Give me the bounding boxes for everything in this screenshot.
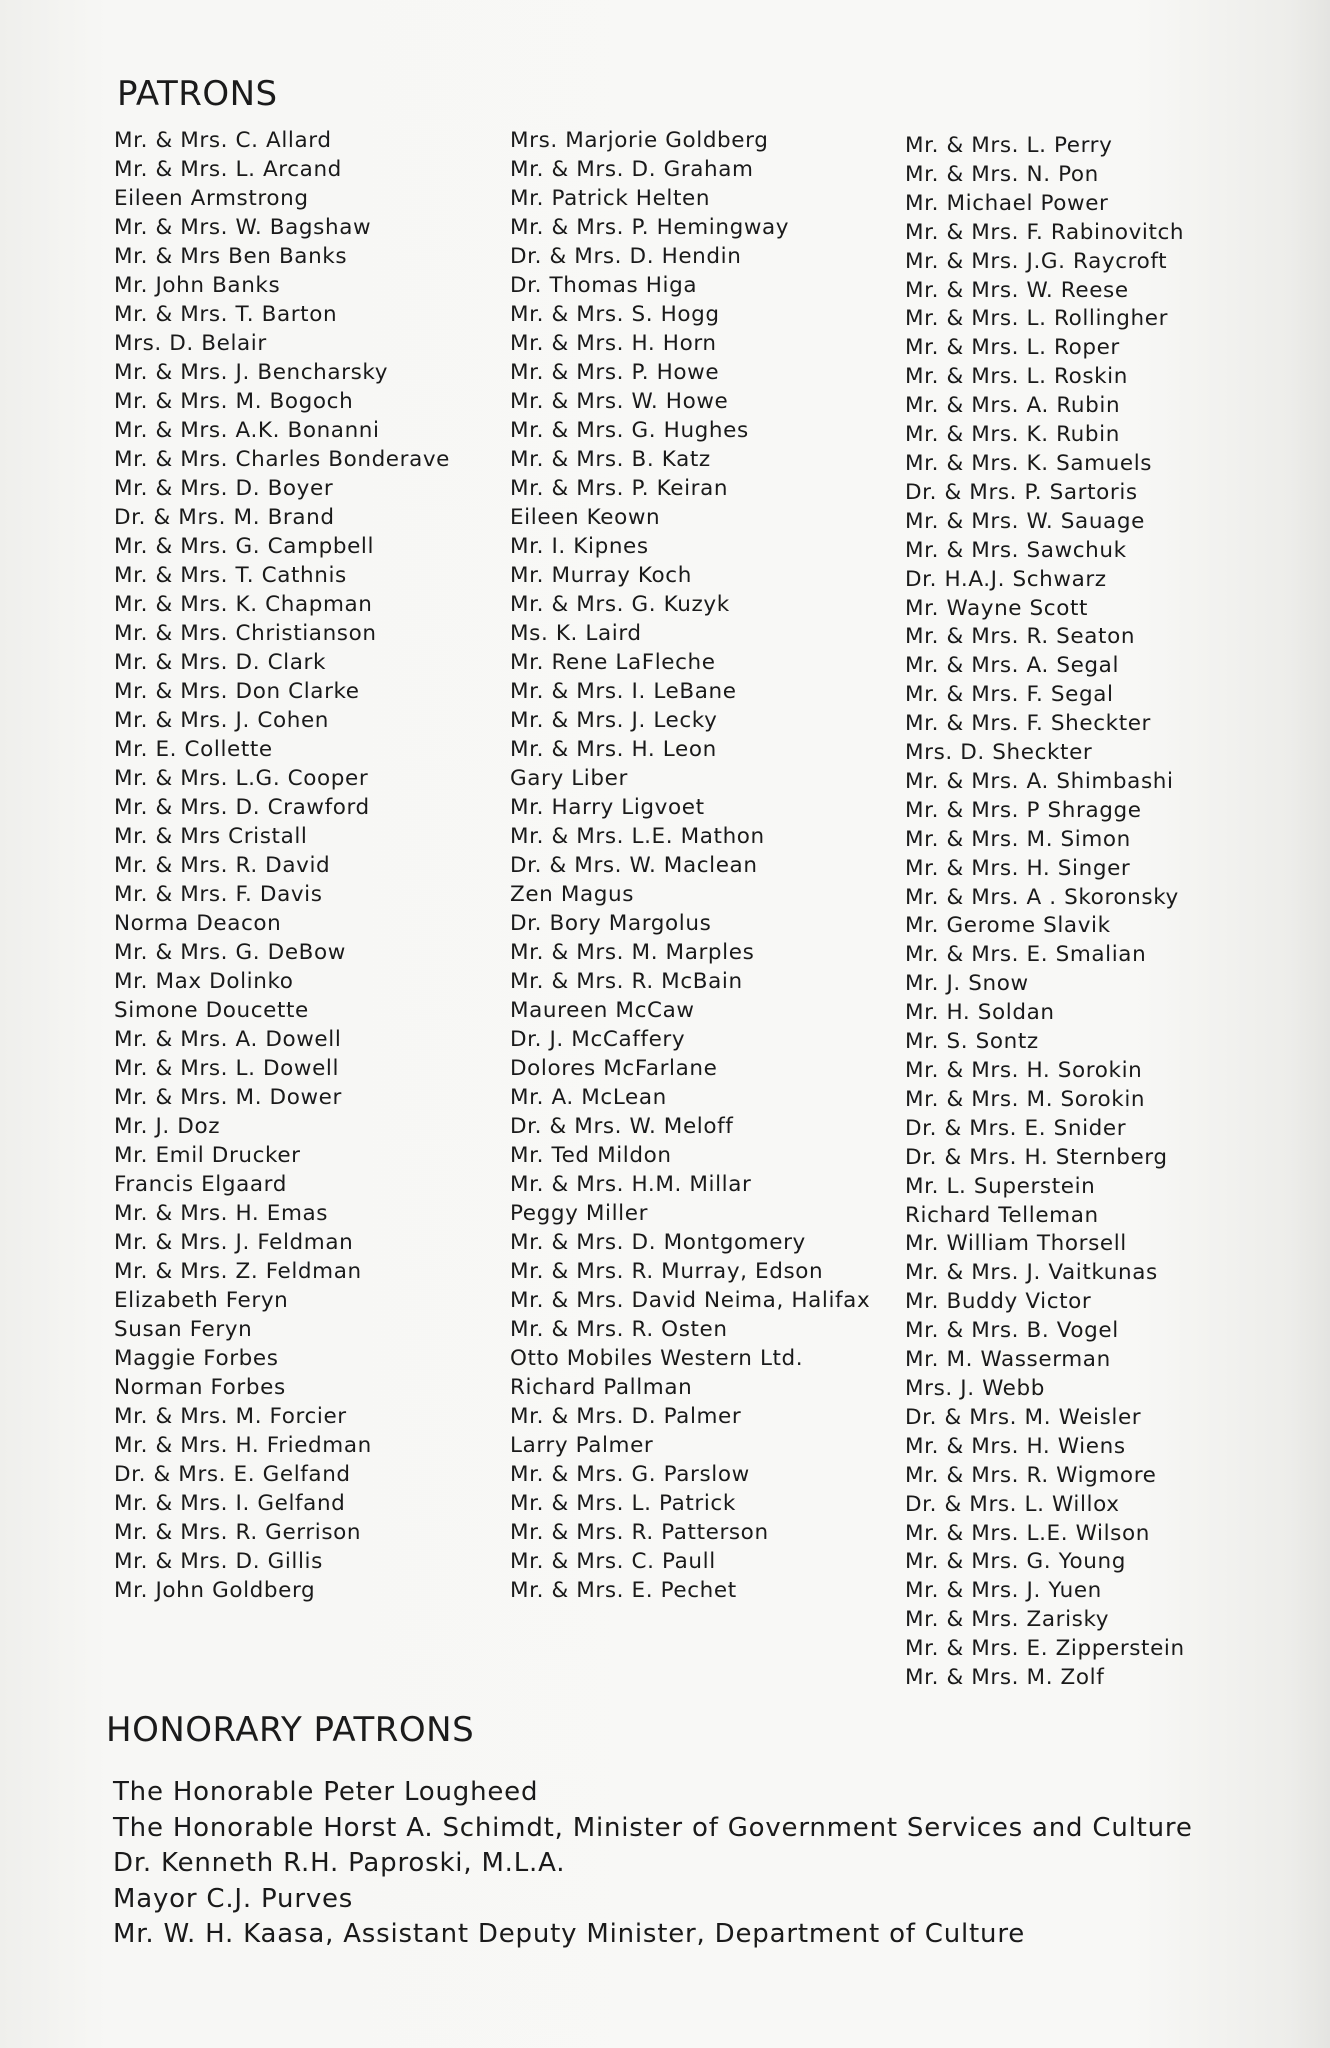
patron-entry: Mr. & Mrs. R. McBain [510,969,743,994]
patron-entry: Maggie Forbes [114,1346,279,1371]
patron-entry: Mrs. D. Sheckter [905,740,1093,766]
patron-entry: Eileen Keown [510,505,661,530]
patron-entry: Dr. & Mrs. E. Gelfand [114,1462,351,1487]
patron-entry: Dr. H.A.J. Schwarz [905,566,1107,592]
patron-entry: Mr. M. Wasserman [905,1347,1111,1373]
patron-entry: Mr. & Mrs. H. Emas [114,1201,329,1226]
patron-entry: Mr. & Mrs. D. Crawford [114,795,370,820]
patron-entry: Mr. & Mrs. M. Bogoch [114,389,354,414]
patron-entry: Peggy Miller [510,1201,649,1226]
patron-entry: Mr. & Mrs. E. Pechet [510,1578,737,1603]
patron-entry: Mr. & Mrs. B. Vogel [905,1318,1119,1344]
patron-entry: Mr. & Mrs. B. Katz [510,447,711,472]
patron-entry: Dr. & Mrs. M. Weisler [905,1404,1142,1430]
patron-entry: Mr. & Mrs. K. Samuels [905,450,1153,476]
patron-entry: Mr. & Mrs. T. Barton [114,302,338,327]
patrons-heading: PATRONS [117,74,278,114]
patron-entry: Mr. & Mrs. G. Kuzyk [510,592,730,617]
patron-entry: Mr. & Mrs. W. Howe [510,389,729,414]
patron-entry: Mr. & Mrs. D. Clark [114,650,327,675]
patron-entry: Dr. J. McCaffery [510,1027,686,1052]
patron-entry: Mr. & Mrs. F. Davis [114,882,323,907]
patron-entry: Mr. & Mrs. F. Sheckter [905,711,1151,737]
patron-entry: Ms. K. Laird [510,621,642,646]
patron-entry: Mr. & Mrs. C. Paull [510,1549,716,1574]
patron-entry: Mr. & Mrs. M. Marples [510,940,755,965]
patron-entry: Richard Telleman [905,1202,1099,1228]
patron-entry: Larry Palmer [510,1433,654,1458]
patron-entry: Mr. & Mrs. G. Parslow [510,1462,750,1487]
patron-entry: Dr. & Mrs. W. Meloff [510,1114,734,1139]
patron-entry: Dr. & Mrs. H. Sternberg [905,1144,1168,1170]
patron-entry: Mr. & Mrs. R. Osten [510,1317,728,1342]
honorary-patrons-heading: HONORARY PATRONS [106,1710,475,1750]
honorary-patron-entry: Mr. W. H. Kaasa, Assistant Deputy Minister, Department of Culture [113,1919,1026,1949]
patron-entry: Mr. & Mrs. David Neima, Halifax [510,1288,871,1313]
patron-entry: Mr. & Mrs. J. Cohen [114,708,329,733]
patron-entry: Mr. & Mrs. M. Dower [114,1085,342,1110]
patron-entry: Mr. & Mrs Cristall [114,824,308,849]
patron-entry: Dr. & Mrs. E. Snider [905,1115,1127,1141]
patron-entry: Mr. & Mrs. Christianson [114,621,377,646]
patron-entry: Mr. & Mrs. G. DeBow [114,940,346,965]
patron-entry: Mr. & Mrs. Charles Bonderave [114,447,451,472]
patron-entry: Otto Mobiles Western Ltd. [510,1346,804,1371]
patron-entry: Norma Deacon [114,911,282,936]
patron-entry: Mr. I. Kipnes [510,534,649,559]
patron-entry: Mr. Emil Drucker [114,1143,301,1168]
patron-entry: Mr. J. Doz [114,1114,221,1139]
patron-entry: Mr. & Mrs. A. Rubin [905,393,1121,419]
patron-entry: Mr. & Mrs. H. Friedman [114,1433,372,1458]
patron-entry: Mr. & Mrs. L.E. Wilson [905,1520,1150,1546]
patron-entry: Mr. & Mrs. A. Segal [905,653,1120,679]
patron-entry: Mr. & Mrs Ben Banks [114,244,348,269]
patron-entry: Mr. & Mrs. J. Feldman [114,1230,354,1255]
patron-entry: Mr. & Mrs. J. Vaitkunas [905,1260,1158,1286]
patron-entry: Mr. & Mrs. G. Campbell [114,534,375,559]
patrons-column-1 [114,126,450,1605]
patron-entry: Mr. & Mrs. R. Patterson [510,1520,769,1545]
patron-entry: Mr. & Mrs. L.G. Cooper [114,766,369,791]
patron-entry: Mr. Rene LaFleche [510,650,716,675]
patron-entry: Mr. & Mrs. K. Rubin [905,422,1120,448]
patron-entry: Mr. & Mrs. H. Wiens [905,1433,1126,1459]
patron-entry: Mr. & Mrs. N. Pon [905,161,1099,187]
patron-entry: Mr. & Mrs. H. Singer [905,855,1131,881]
patron-entry: Mr. & Mrs. L. Roskin [905,364,1128,390]
patron-entry: Mr. & Mrs. L.E. Mathon [510,824,765,849]
patron-entry: Mr. & Mrs. Don Clarke [114,679,360,704]
patron-entry: Francis Elgaard [114,1172,287,1197]
patron-entry: Mr. & Mrs. L. Rollingher [905,306,1169,332]
patron-entry: Mr. & Mrs. H. Sorokin [905,1058,1143,1083]
patron-entry: Mr. & Mrs. G. Young [905,1549,1127,1575]
patron-entry: Mr. & Mrs. L. Patrick [510,1491,736,1516]
patron-entry: Mr. Harry Ligvoet [510,795,705,820]
patron-entry: Dr. & Mrs. P. Sartoris [905,479,1138,505]
patron-entry: Richard Pallman [510,1375,693,1400]
patron-entry: Mr. & Mrs. P. Keiran [510,476,729,501]
patron-entry: Mr. & Mrs. E. Zipperstein [905,1636,1185,1662]
patron-entry: Mr. & Mrs. Sawchuk [905,537,1127,563]
patron-entry: Mr. Michael Power [905,190,1109,216]
patrons-column-3 [905,132,1185,1693]
patron-entry: Mr. A. McLean [510,1085,667,1110]
patron-entry: Mr. & Mrs. J. Bencharsky [114,360,389,385]
patron-entry: Mr. J. Snow [905,971,1029,997]
patron-entry: Mr. & Mrs. Z. Feldman [114,1259,362,1284]
patron-entry: Mr. & Mrs. D. Graham [510,157,754,182]
patron-entry: Mr. & Mrs. M. Zolf [905,1665,1105,1691]
patron-entry: Dr. & Mrs. W. Maclean [510,853,758,878]
patron-entry: Mrs. Marjorie Goldberg [510,128,769,153]
patron-entry: Mr. William Thorsell [905,1231,1127,1257]
patron-entry: Dr. Thomas Higa [510,273,698,298]
patron-entry: Mr. John Banks [114,273,281,298]
patron-entry: Mr. & Mrs. L. Roper [905,335,1120,361]
patron-entry: Simone Doucette [114,998,309,1023]
patron-entry: Mr. & Mrs. D. Gillis [114,1549,323,1574]
patron-entry: Gary Liber [510,766,628,791]
patron-entry: Dr. Bory Margolus [510,911,712,936]
patron-entry: Mr. & Mrs. A. Shimbashi [905,768,1174,794]
patron-entry: Mr. & Mrs. T. Cathnis [114,563,347,588]
patron-entry: Mr. & Mrs. M. Simon [905,826,1131,852]
honorary-patron-entry: The Honorable Horst A. Schimdt, Minister of Government Services and Culture [113,1812,1193,1843]
patron-entry: Mr. S. Sontz [905,1029,1039,1055]
patron-entry: Mr. John Goldberg [114,1578,316,1603]
patron-entry: Mr. & Mrs. M. Forcier [114,1404,347,1429]
patron-entry: Mr. E. Collette [114,737,273,762]
patron-entry: Mr. & Mrs. F. Segal [905,682,1114,708]
patron-entry: Mr. Buddy Victor [905,1289,1092,1315]
patron-entry: Mr. & Mrs. R. Seaton [905,624,1136,650]
patron-entry: Mr. & Mrs. E. Smalian [905,942,1147,968]
patron-entry: Mr. Max Dolinko [114,969,294,994]
patron-entry: Mr. & Mrs. L. Perry [905,133,1113,158]
patron-entry: Mr. & Mrs. D. Montgomery [510,1230,806,1255]
patron-entry: Mr. Patrick Helten [510,186,711,211]
patron-entry: Mr. & Mrs. D. Boyer [114,476,334,501]
patron-entry: Dr. & Mrs. M. Brand [114,505,335,530]
patron-entry: Mr. & Mrs. G. Hughes [510,418,749,443]
patron-entry: Mr. & Mrs. J.G. Raycroft [905,248,1168,274]
patron-entry: Mr. & Mrs. R. David [114,853,331,878]
patron-entry: Mr. & Mrs. P. Howe [510,360,720,385]
patrons-column-2 [510,126,870,1605]
patron-entry: Mr. L. Superstein [905,1173,1096,1199]
patron-entry: Mr. & Mrs. Zarisky [905,1607,1110,1633]
patron-entry: Mr. Ted Mildon [510,1143,672,1168]
patron-entry: Mr. & Mrs. R. Wigmore [905,1462,1157,1488]
patron-entry: Mr. & Mrs. I. Gelfand [114,1491,346,1516]
patron-entry: Mrs. D. Belair [114,331,267,356]
patron-entry: Mr. & Mrs. H. Horn [510,331,717,356]
patron-entry: Mr. & Mrs. H.M. Millar [510,1172,752,1197]
patron-entry: Zen Magus [510,882,635,907]
patron-entry: Mr. & Mrs. A . Skoronsky [905,884,1179,910]
patron-entry: Mr. & Mrs. I. LeBane [510,679,737,704]
patron-entry: Mr. & Mrs. A.K. Bonanni [114,418,380,443]
patron-entry: Mr. & Mrs. R. Gerrison [114,1520,362,1545]
patron-entry: Mr. & Mrs. W. Sauage [905,508,1145,534]
patron-entry: Mr. & Mrs. J. Lecky [510,708,718,733]
patron-entry: Mr. & Mrs. J. Yuen [905,1578,1102,1604]
patron-entry: Mr. & Mrs. P Shragge [905,797,1142,823]
patron-entry: Mr. & Mrs. A. Dowell [114,1027,342,1052]
patron-entry: Dr. & Mrs. L. Willox [905,1491,1120,1517]
patron-entry: Mr. & Mrs. R. Murray, Edson [510,1259,824,1284]
honorary-patron-entry: Mayor C.J. Purves [113,1883,354,1914]
honorary-patron-entry: The Honorable Peter Lougheed [113,1777,539,1807]
patron-entry: Mr. & Mrs. M. Sorokin [905,1086,1146,1112]
patron-entry: Mr. & Mrs. L. Arcand [114,157,342,182]
patron-entry: Mr. Wayne Scott [905,595,1089,621]
patron-entry: Maureen McCaw [510,998,695,1023]
patron-entry: Mr. Gerome Slavik [905,913,1111,939]
honorary-patron-entry: Dr. Kenneth R.H. Paproski, M.L.A. [113,1848,566,1878]
patron-entry: Mr. H. Soldan [905,1000,1055,1026]
patron-entry: Susan Feryn [114,1317,253,1342]
patron-entry: Mr. & Mrs. L. Dowell [114,1056,340,1081]
patron-entry: Mr. & Mrs. K. Chapman [114,592,373,617]
patron-entry: Mr. & Mrs. D. Palmer [510,1404,742,1429]
patron-entry: Mr. & Mrs. C. Allard [114,128,332,153]
patron-entry: Mr. Murray Koch [510,563,692,588]
patron-entry: Dr. & Mrs. D. Hendin [510,244,742,269]
patron-entry: Elizabeth Feryn [114,1288,289,1313]
patron-entry: Mrs. J. Webb [905,1375,1045,1401]
patron-entry: Mr. & Mrs. W. Reese [905,277,1129,303]
patron-entry: Mr. & Mrs. F. Rabinovitch [905,219,1185,245]
patron-entry: Mr. & Mrs. P. Hemingway [510,215,790,240]
patron-entry: Eileen Armstrong [114,186,309,211]
patron-entry: Dolores McFarlane [510,1056,718,1081]
patron-entry: Mr. & Mrs. W. Bagshaw [114,215,372,240]
patron-entry: Mr. & Mrs. H. Leon [510,737,717,762]
patron-entry: Mr. & Mrs. S. Hogg [510,302,720,327]
honorary-patrons-list [113,1775,1193,1953]
patron-entry: Norman Forbes [114,1375,286,1400]
